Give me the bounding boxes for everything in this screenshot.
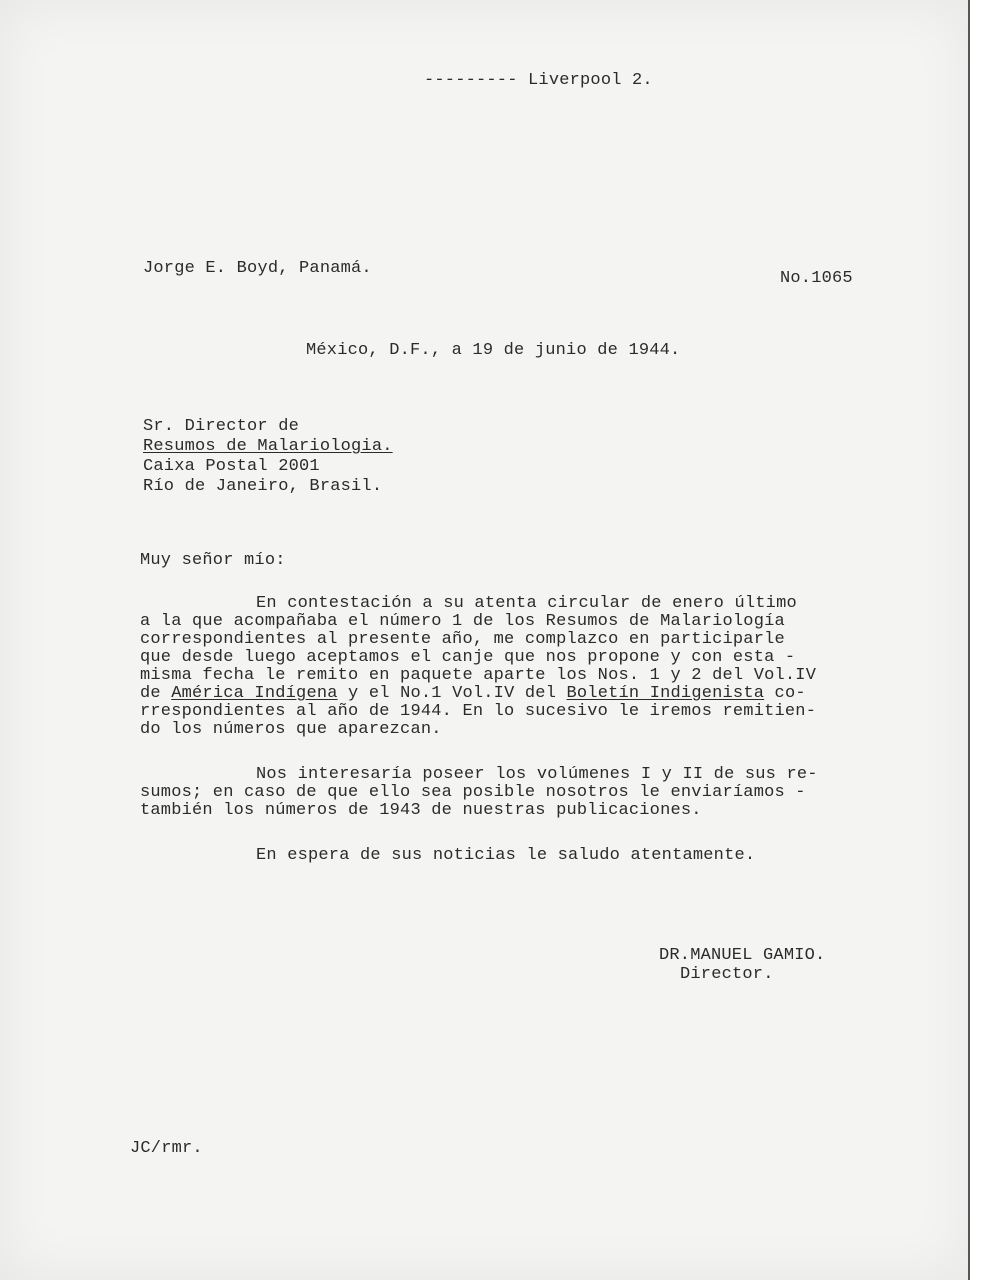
text-fragment: co-	[764, 684, 806, 703]
signature-title: Director.	[680, 965, 774, 984]
text-fragment: y el No.1 Vol.IV del	[337, 684, 567, 703]
place-date: México, D.F., a 19 de junio de 1944.	[306, 341, 681, 360]
page-edge	[968, 0, 989, 1280]
text-fragment: de	[140, 684, 172, 703]
typist-initials: JC/rmr.	[130, 1139, 203, 1158]
address-line-4: Río de Janeiro, Brasil.	[143, 477, 383, 496]
body-line: En espera de sus noticias le saludo atentamente.	[256, 846, 756, 865]
salutation: Muy señor mío:	[140, 551, 286, 570]
body-line: rrespondientes al año de 1944. En lo sucesivo le iremos remitien-	[140, 702, 817, 721]
signature-name: DR.MANUEL GAMIO.	[659, 946, 826, 965]
journal-title-america-indigena: América Indígena	[171, 684, 338, 703]
body-line: Nos interesaría poseer los volúmenes I y II de sus re-	[256, 765, 818, 784]
journal-title-boletin-indigenista: Boletín Indigenista	[566, 684, 765, 703]
letter-number: No.1065	[780, 269, 853, 288]
body-line: En contestación a su atenta circular de enero último	[256, 594, 797, 613]
body-line-journals	[140, 685, 806, 703]
address-line-2: Resumos de Malariologia.	[143, 437, 393, 456]
address-line-1: Sr. Director de	[143, 417, 300, 436]
body-line: a la que acompañaba el número 1 de los Resumos de Malariología	[140, 612, 785, 631]
body-line: sumos; en caso de que ello sea posible nosotros le enviaríamos -	[140, 783, 806, 802]
body-line: misma fecha le remito en paquete aparte los Nos. 1 y 2 del Vol.IV	[140, 666, 817, 685]
recipient-reference: Jorge E. Boyd, Panamá.	[143, 259, 372, 278]
body-line: que desde luego aceptamos el canje que nos propone y con esta -	[140, 648, 796, 667]
body-line: do los números que aparezcan.	[140, 720, 442, 739]
address-line-3: Caixa Postal 2001	[143, 457, 320, 476]
header-note: --------- Liverpool 2.	[424, 71, 653, 90]
body-line: también los números de 1943 de nuestras publicaciones.	[140, 801, 702, 820]
body-line: correspondientes al presente año, me complazco en participarle	[140, 630, 785, 649]
